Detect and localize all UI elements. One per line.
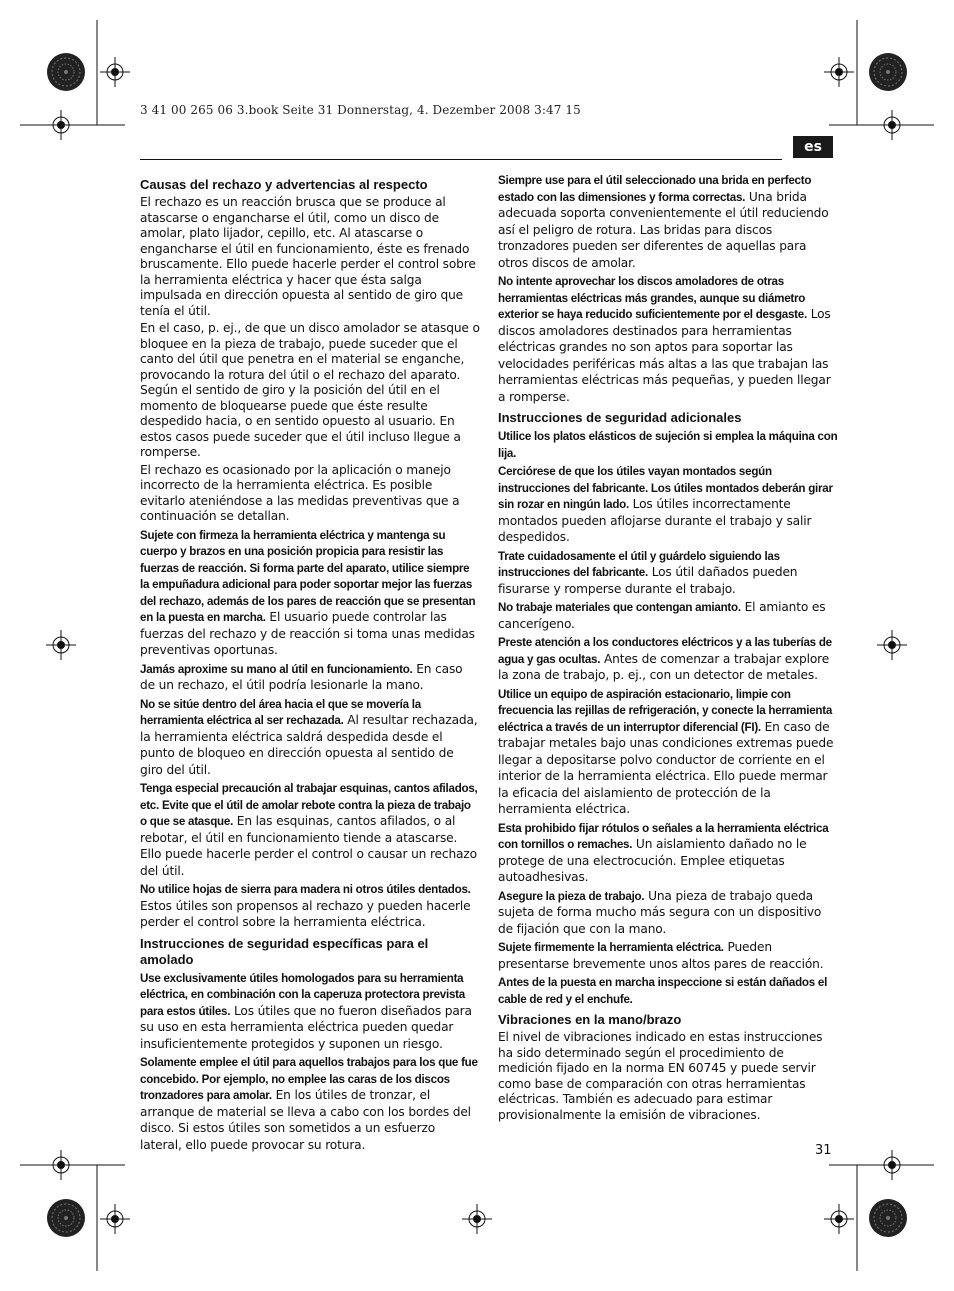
warning-item — [140, 661, 480, 694]
section-heading: Instrucciones de seguridad adicionales — [498, 410, 742, 425]
warning-item — [140, 881, 480, 931]
warning-text: Una brida adecuada soporta convenientemente el útil reduciendo así el peligro de rotura. Las bridas para discos tronzadores pueden ser diferentes de aquellas para otros discos de amolar. — [498, 189, 829, 270]
warning-item — [498, 172, 838, 271]
warning-text: El amianto es cancerígeno. — [498, 600, 826, 631]
warning-bold: Preste atención a los conductores eléctricos y a las tuberías de agua y gas ocultas. — [498, 636, 832, 666]
warning-item — [498, 820, 838, 886]
warning-item — [498, 463, 838, 546]
warning-text: Los discos amoladores destinados para herramientas eléctricas grandes no son aptos para soportar las velocidades periféricas más altas a las que trabajan las herramientas eléctricas más pequeñas, y pueden llegar a romperse. — [498, 307, 831, 404]
crosshair-icon — [824, 57, 854, 87]
warning-text: En caso de un rechazo, el útil podría lesionarle la mano. — [140, 661, 463, 692]
warning-bold: Use exclusivamente útiles homologados para su herramienta eléctrica, en combinación con la caperuza protectora prevista para estos útiles. — [140, 971, 465, 1018]
warning-text: Estos útiles son propensos al rechazo y pueden hacerle perder el control sobre la herramienta eléctrica. — [140, 898, 471, 929]
left-column — [140, 172, 480, 1155]
warning-item — [140, 696, 480, 779]
paragraph: El rechazo es un reacción brusca que se produce al atascarse o engancharse el útil, como un disco de amolar, plato lijador, cepillo, etc. Al atascarse o engancharse el útil en funcionamiento, éste es frenado bruscamente. Ello puede hacerle perder el control sobre la herramienta eléctrica y hacer que ésta salga impulsada en dirección opuesta al sentido de giro que tenía el útil. — [140, 195, 476, 318]
crosshair-icon — [46, 630, 76, 660]
section-heading: Instrucciones de seguridad específicas para el amolado — [140, 935, 429, 967]
warning-text: Los útiles incorrectamente montados pueden aflojarse durante el trabajo y salir despedidos. — [498, 497, 812, 544]
warning-text: El usuario puede controlar las fuerzas del rechazo y de reacción si toma unas medidas preventivas oportunas. — [140, 610, 475, 657]
warning-item — [498, 548, 838, 598]
warning-text: Antes de comenzar a trabajar explore la zona de trabajo, p. ej., con un detector de metales. — [498, 651, 830, 682]
warning-bold: Trate cuidadosamente el útil y guárdelo siguiendo las instrucciones del fabricante. — [498, 549, 780, 579]
language-tab: es — [793, 136, 833, 158]
crosshair-icon — [877, 1150, 907, 1180]
warning-bold: No se sitúe dentro del área hacia el que se movería la herramienta eléctrica al ser rechazada. — [140, 697, 421, 727]
warning-bold: No trabaje materiales que contengan amianto. — [498, 601, 741, 614]
warning-item — [498, 599, 838, 632]
registration-target-icon — [868, 1198, 908, 1238]
paragraph: El nivel de vibraciones indicado en estas instrucciones ha sido determinado según el procedimiento de medición fijado en la norma EN 60745 y puede servir como base de comparación con otras herramientas eléctricas. También es adecuado para estimar provisionalmente la emisión de vibraciones. — [498, 1030, 823, 1122]
crosshair-icon — [462, 1204, 492, 1234]
section-heading: Vibraciones en la mano/brazo — [498, 1012, 682, 1027]
warning-item — [498, 273, 838, 405]
warning-bold: Asegure la pieza de trabajo. — [498, 889, 645, 903]
warning-text: En los útiles de tronzar, el arranque de material se lleva a cabo con los bordes del disco. Si estos útiles son sometidos a un esfuerzo lateral, ello puede provocar su rotura. — [140, 1088, 471, 1152]
crosshair-icon — [46, 1150, 76, 1180]
warning-item — [498, 634, 838, 684]
warning-item — [498, 428, 838, 461]
warning-bold: Utilice un equipo de aspiración estacionario, limpie con frecuencia las rejillas de refrigeración, y conecte la herramienta eléctrica a través de un interruptor diferencial (FI). — [498, 687, 833, 734]
warning-bold: Esta prohibido fijar rótulos o señales a la herramienta eléctrica con tornillos o remaches. — [498, 821, 829, 851]
warning-text: Una pieza de trabajo queda sujeta de forma mucho más segura con un dispositivo de fijación que con la mano. — [498, 888, 822, 936]
warning-bold: Solamente emplee el útil para aquellos trabajos para los que fue concebido. Por ejemplo, no emplee las caras de los discos tronzadores para amolar. — [140, 1056, 478, 1102]
warning-bold: Sujete firmemente la herramienta eléctrica. — [498, 941, 724, 954]
registration-target-icon — [46, 52, 86, 92]
warning-item — [140, 970, 480, 1053]
registration-target-icon — [46, 1198, 86, 1238]
warning-item — [140, 527, 480, 659]
warning-item — [498, 974, 838, 1007]
warning-text: Un aislamiento dañado no le protege de una electrocución. Emplee etiquetas autoadhesivas. — [498, 837, 807, 884]
crosshair-icon — [877, 110, 907, 140]
crosshair-icon — [824, 1204, 854, 1234]
crosshair-icon — [100, 1204, 130, 1234]
warning-text: En las esquinas, cantos afilados, o al rebotar, el útil en funcionamiento tiende a atascarse. Ello puede hacerle perder el control o causar un rechazo del útil. — [140, 814, 477, 878]
warning-bold: No utilice hojas de sierra para madera ni otros útiles dentados. — [140, 883, 471, 896]
file-info-header: 3 41 00 265 06 3.book Seite 31 Donnerstag, 4. Dezember 2008 3:47 15 — [140, 103, 581, 117]
warning-item — [140, 780, 480, 879]
warning-bold: No intente aprovechar los discos amoladores de otras herramientas eléctricas más grandes, aunque su diámetro exterior se haya reducido suficientemente por el desgaste. — [498, 275, 807, 321]
warning-item — [498, 939, 838, 972]
warning-text: Los útil dañados pueden fisurarse y romperse durante el trabajo. — [498, 565, 798, 596]
warning-text: Al resultar rechazada, la herramienta eléctrica saldrá despedida desde el punto de bloqueo en dirección opuesta al sentido de giro del útil. — [140, 713, 478, 777]
crosshair-icon — [46, 110, 76, 140]
warning-item — [498, 686, 838, 818]
warning-text: En caso de trabajar metales bajo unas condiciones extremas puede llegar a depositarse polvo conductor de corriente en el interior de la herramienta eléctrica. Ello puede mermar la eficacia del aislamiento de protección de la herramienta eléctrica. — [498, 719, 834, 816]
crosshair-icon — [877, 630, 907, 660]
warning-bold: Cerciórese de que los útiles vayan montados según instrucciones del fabricante. Los útiles montados deberán girar sin rozar en ningún lado. — [498, 465, 833, 511]
crosshair-icon — [100, 57, 130, 87]
warning-text: Los útiles que no fueron diseñados para su uso en esta herramienta eléctrica pueden quedar insuficientemente protegidos y suponen un riesgo. — [140, 1003, 472, 1051]
warning-bold: Utilice los platos elásticos de sujeción si emplea la máquina con lija. — [498, 430, 838, 460]
warning-bold: Sujete con firmeza la herramienta eléctrica y mantenga su cuerpo y brazos en una posición propicia para resistir las fuerzas de reacción. Si forma parte del aparato, utilice siempre la empuñadura adicional para poder soportar mejor las fuerzas del rechazo, además de los pares de reacción que se presentan en la puesta en marcha. — [140, 528, 476, 624]
page-number: 31 — [815, 1143, 832, 1158]
warning-bold: Tenga especial precaución al trabajar esquinas, cantos afilados, etc. Evite que el útil de amolar rebote contra la pieza de trabajo o que se atasque. — [140, 782, 478, 828]
warning-bold: Antes de la puesta en marcha inspeccione si están dañados el cable de red y el enchufe. — [498, 976, 828, 1006]
warning-text: Pueden presentarse brevemente unos altos pares de reacción. — [498, 940, 824, 971]
section-heading: Causas del rechazo y advertencias al respecto — [140, 177, 428, 192]
warning-item — [140, 1054, 480, 1153]
paragraph: En el caso, p. ej., de que un disco amolador se atasque o bloquee en la pieza de trabajo, puede suceder que el canto del útil que penetra en el material se enganche, provocando la rotura del útil o el rechazo del aparato. Según el sentido de giro y la posición del útil en el momento de bloquearse puede que éste resulte despedido hacia, o en sentido opuesto al usuario. En estos casos puede suceder que el útil incluso llegue a romperse. — [140, 321, 480, 459]
warning-bold: Jamás aproxime su mano al útil en funcionamiento. — [140, 662, 413, 676]
header-rule — [140, 159, 782, 160]
right-column — [498, 172, 838, 1125]
warning-item — [498, 888, 838, 938]
registration-target-icon — [868, 52, 908, 92]
warning-bold: Siempre use para el útil seleccionado una brida en perfecto estado con las dimensiones y forma correctas. — [498, 174, 812, 204]
paragraph: El rechazo es ocasionado por la aplicación o manejo incorrecto de la herramienta eléctrica. Es posible evitarlo ateniéndose a las medidas preventivas que a continuación se detallan. — [140, 462, 460, 523]
